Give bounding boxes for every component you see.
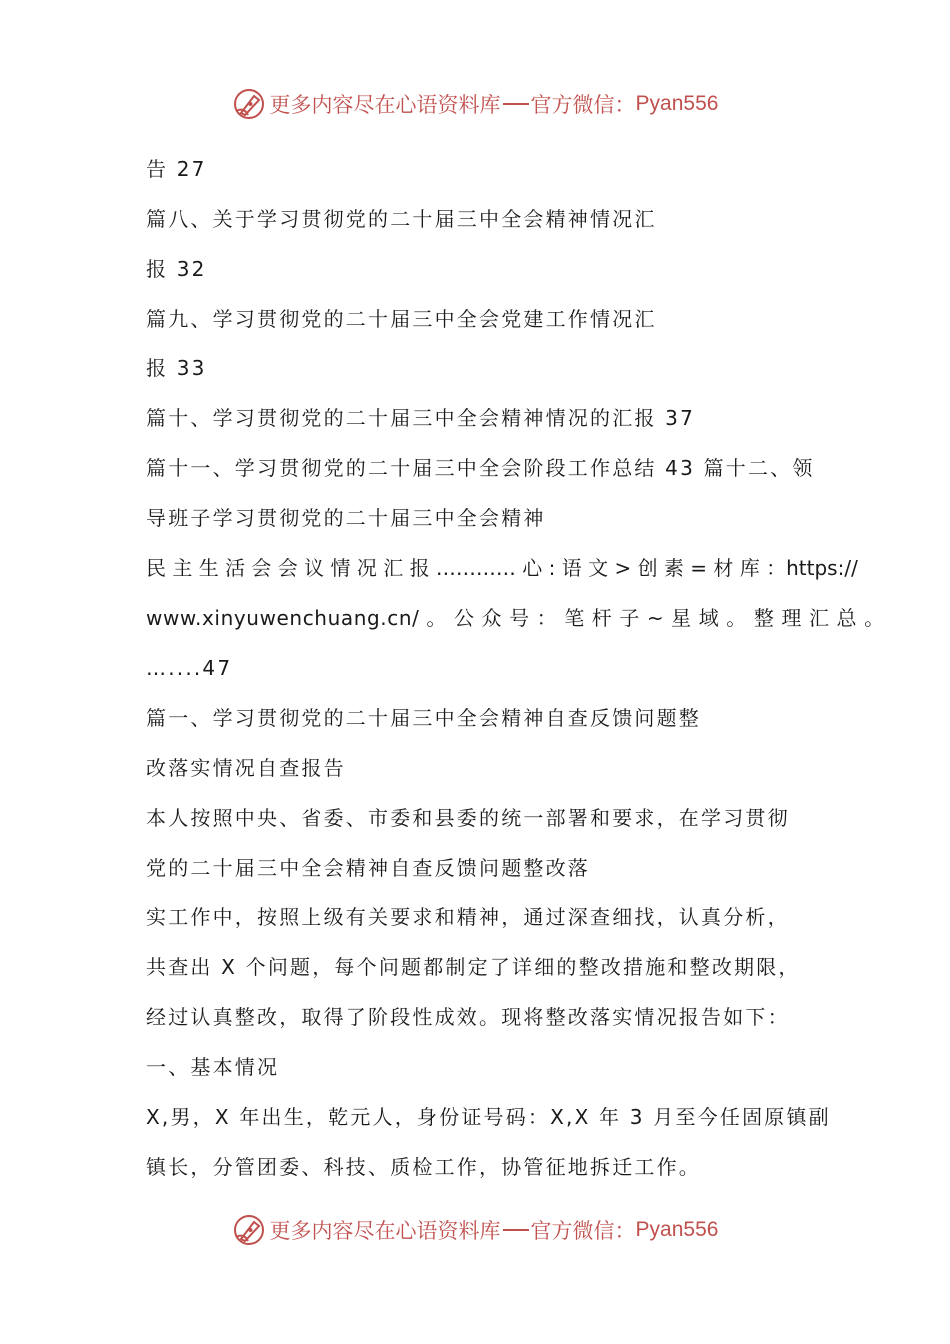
toc-line: 导班子学习贯彻党的二十届三中全会精神 bbox=[146, 506, 546, 530]
header-banner bbox=[0, 84, 950, 124]
paragraph-line: 镇长，分管团委、科技、质检工作，协管征地拆迁工作。 bbox=[146, 1155, 701, 1179]
banner-dash bbox=[503, 1229, 529, 1231]
banner-wechat-id: Pyan556 bbox=[635, 1218, 719, 1241]
toc-line: …....47 bbox=[146, 656, 233, 680]
paragraph-line: X,男，X 年出生，乾元人，身份证号码：X,X 年 3 月至今任固原镇副 bbox=[146, 1105, 831, 1129]
article-title: 改落实情况自查报告 bbox=[146, 756, 346, 780]
banner-dash bbox=[503, 103, 529, 105]
toc-line: 篇八、关于学习贯彻党的二十届三中全会精神情况汇 bbox=[146, 207, 657, 231]
toc-line: 报 33 bbox=[146, 356, 207, 380]
toc-line: 告 27 bbox=[146, 157, 207, 181]
toc-line: 篇九、学习贯彻党的二十届三中全会党建工作情况汇 bbox=[146, 307, 657, 331]
paragraph-line: 共查出 X 个问题，每个问题都制定了详细的整改措施和整改期限， bbox=[146, 955, 801, 979]
pen-nib-logo-icon bbox=[232, 1213, 266, 1247]
toc-line: 篇十、学习贯彻党的二十届三中全会精神情况的汇报 37 bbox=[146, 406, 696, 430]
paragraph-line: 党的二十届三中全会精神自查反馈问题整改落 bbox=[146, 856, 590, 880]
paragraph-line: 本人按照中央、省委、市委和县委的统一部署和要求，在学习贯彻 bbox=[146, 806, 790, 830]
footer-banner bbox=[0, 1210, 950, 1250]
paragraph-line: 经过认真整改，取得了阶段性成效。现将整改落实情况报告如下： bbox=[146, 1005, 790, 1029]
toc-line: www.xinyuwenchuang.cn/ 。 公 众 号 ： 笔 杆 子 ~ 星 域 。 整 理 汇 总 。 bbox=[146, 606, 885, 630]
section-heading: 一、基本情况 bbox=[146, 1055, 280, 1079]
toc-line-justified bbox=[146, 554, 858, 582]
toc-line: 报 32 bbox=[146, 257, 207, 281]
banner-text-main: 更多内容尽在心语资料库 bbox=[269, 1219, 501, 1243]
banner-text-sub: 官方微信： bbox=[530, 93, 636, 117]
toc-url-part: https:// bbox=[786, 556, 858, 580]
paragraph-line: 实工作中，按照上级有关要求和精神，通过深查细找，认真分析， bbox=[146, 905, 790, 929]
banner-text-sub: 官方微信： bbox=[530, 1219, 636, 1243]
toc-text: 民 主 生 活 会 会 议 情 况 汇 报 ………… 心 : 语 文 > 创 素 = 材 库 ： bbox=[146, 556, 787, 580]
article-title: 篇一、学习贯彻党的二十届三中全会精神自查反馈问题整 bbox=[146, 706, 701, 730]
toc-line: 篇十一、学习贯彻党的二十届三中全会阶段工作总结 43 篇十二、领 bbox=[146, 456, 815, 480]
pen-nib-logo-icon bbox=[232, 87, 266, 121]
banner-wechat-id: Pyan556 bbox=[635, 92, 719, 115]
banner-text-main: 更多内容尽在心语资料库 bbox=[269, 93, 501, 117]
